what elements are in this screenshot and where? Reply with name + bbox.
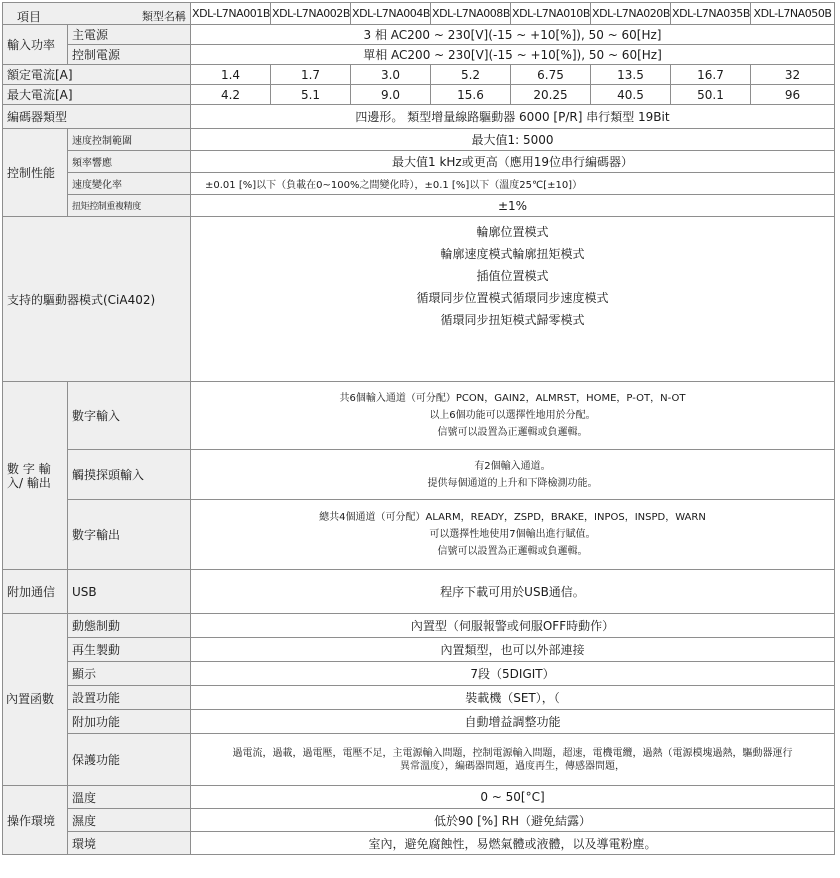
model-name: XDL-L7NA002B [271,3,351,25]
drive-mode-label: 支持的驅動器模式(CiA402) [3,217,191,382]
control-power-value: 單相 AC200 ~ 230[V](-15 ~ +10[%]), 50 ~ 60[Hz] [191,45,835,65]
builtin-label: 內置函數 [3,614,68,786]
rated-current-value: 6.75 [511,65,591,85]
temperature-value: 0 ~ 50[°C] [191,786,835,809]
builtin-row [3,686,835,710]
additional-value: 自動增益調整功能 [191,710,835,734]
control-row [3,151,835,173]
ambient-label: 環境 [68,832,191,855]
control-row [3,195,835,217]
max-current-value: 96 [751,85,835,105]
digital-output-label: 數字輸出 [68,500,191,570]
dynamic-brake-value: 內置型（伺服報警或伺服OFF時動作） [191,614,835,638]
rated-current-value: 13.5 [591,65,671,85]
environment-row [3,832,835,855]
rated-current-value: 5.2 [431,65,511,85]
max-current-value: 5.1 [271,85,351,105]
digital-output-line: 信號可以設置為正邏輯或負邏輯。 [437,546,588,557]
drive-mode-item: 輪廓速度模式輪廓扭矩模式 [440,247,585,261]
regen-brake-label: 再生製動 [68,638,191,662]
temperature-label: 溫度 [68,786,191,809]
rated-current-label: 額定電流[A] [3,65,191,85]
builtin-row [3,638,835,662]
touch-probe-label: 觸摸探頭輸入 [68,450,191,500]
control-row [3,173,835,195]
drive-mode-list [191,217,835,382]
model-name: XDL-L7NA035B [671,3,751,25]
max-current-value: 9.0 [351,85,431,105]
main-power-label: 主電源 [68,25,191,45]
input-power-control-row [3,45,835,65]
max-current-value: 15.6 [431,85,511,105]
digital-output-line: 總共4個通道（可分配）ALARM，READY，ZSPD，BRAKE，INPOS，INSPD，WARN [319,512,706,523]
control-power-label: 控制電源 [68,45,191,65]
frequency-response-label: 頻率響應 [68,151,191,173]
input-power-main-row [3,25,835,45]
torque-repeatability-value: ±1% [191,195,835,217]
humidity-label: 濕度 [68,809,191,832]
control-row [3,129,835,151]
digital-output-row [3,500,835,570]
model-name: XDL-L7NA001B [191,3,271,25]
setting-label: 設置功能 [68,686,191,710]
max-current-value: 50.1 [671,85,751,105]
digital-output-value [191,500,835,570]
max-current-value: 4.2 [191,85,271,105]
ambient-value: 室內，避免腐蝕性，易燃氣體或液體，以及導電粉塵。 [191,832,835,855]
humidity-value: 低於90 [%] RH（避免結露） [191,809,835,832]
touch-probe-line: 有2個輸入通道。 [474,460,551,472]
drive-mode-item: 循環同步位置模式循環同步速度模式 [416,291,609,305]
max-current-value: 40.5 [591,85,671,105]
item-header: 項目 [17,10,42,24]
header-corner [3,3,191,25]
usb-value: 程序下載可用於USB通信。 [191,570,835,614]
max-current-label: 最大電流[A] [3,85,191,105]
rated-current-value: 1.4 [191,65,271,85]
touch-probe-line: 提供每個通道的上升和下降檢測功能。 [427,477,598,489]
digital-input-row [3,382,835,450]
torque-repeatability-label: 扭矩控制重複精度 [68,195,191,217]
digital-input-line: 信號可以設置為正邏輯或負邏輯。 [437,427,588,438]
drive-mode-row [3,217,835,382]
builtin-row [3,662,835,686]
spec-table [2,2,835,855]
digital-output-line: 可以選擇性地使用7個輸出進行賦值。 [429,529,596,540]
model-name: XDL-L7NA020B [591,3,671,25]
rated-current-value: 32 [751,65,835,85]
max-current-row [3,85,835,105]
comm-row [3,570,835,614]
header-row [3,3,835,25]
digital-input-label: 數字輸入 [68,382,191,450]
dynamic-brake-label: 動態制動 [68,614,191,638]
encoder-value: 四邊形。 類型增量線路驅動器 6000 [P/R] 串行類型 19Bit [191,105,835,129]
environment-row [3,809,835,832]
frequency-response-value: 最大值1 kHz或更高（應用19位串行編碼器） [191,151,835,173]
digital-io-label: 數 字 輸 入/ 輸出 [3,382,68,570]
speed-variation-label: 速度變化率 [68,173,191,195]
encoder-row [3,105,835,129]
rated-current-value: 16.7 [671,65,751,85]
model-header: 類型名稱 [142,10,186,23]
main-power-value: 3 相 AC200 ~ 230[V](-15 ~ +10[%]), 50 ~ 60[Hz] [191,25,835,45]
rated-current-row [3,65,835,85]
speed-range-label: 速度控制範圍 [68,129,191,151]
setting-value: 裝載機（SET），（ [191,686,835,710]
drive-mode-item: 插值位置模式 [476,269,549,283]
encoder-label: 編碼器類型 [3,105,191,129]
rated-current-value: 3.0 [351,65,431,85]
model-name: XDL-L7NA010B [511,3,591,25]
regen-brake-value: 內置類型，也可以外部連接 [191,638,835,662]
drive-mode-item: 循環同步扭矩模式歸零模式 [440,313,585,327]
protection-label: 保護功能 [68,734,191,786]
speed-variation-value: ±0.01 [%]以下（負載在0~100%之間變化時），±0.1 [%]以下（溫度25℃[±10]） [191,173,835,195]
touch-probe-value [191,450,835,500]
builtin-row [3,614,835,638]
drive-mode-item: 輪廓位置模式 [476,225,549,239]
comm-label: 附加通信 [3,570,68,614]
usb-label: USB [68,570,191,614]
digital-input-line: 以上6個功能可以選擇性地用於分配。 [429,410,596,421]
additional-label: 附加功能 [68,710,191,734]
digital-input-value [191,382,835,450]
max-current-value: 20.25 [511,85,591,105]
digital-input-line: 共6個輸入通道（可分配）PCON，GAIN2，ALMRST，HOME，P-OT，N-OT [339,393,686,404]
environment-label: 操作環境 [3,786,68,855]
display-value: 7段（5DIGIT） [191,662,835,686]
model-name: XDL-L7NA004B [351,3,431,25]
input-power-label: 輸入功率 [3,25,68,65]
display-label: 顯示 [68,662,191,686]
touch-probe-row [3,450,835,500]
rated-current-value: 1.7 [271,65,351,85]
environment-row [3,786,835,809]
speed-range-value: 最大值1: 5000 [191,129,835,151]
builtin-row [3,734,835,786]
builtin-row [3,710,835,734]
model-name: XDL-L7NA050B [751,3,835,25]
model-name: XDL-L7NA008B [431,3,511,25]
protection-value: 過電流，過載，過電壓，電壓不足，主電源輸入問題，控制電源輸入問題，超速，電機電纜，過熱（電源模塊過熱，驅動器運行異常溫度），編碼器問題，過度再生，傳感器問題， [191,734,835,786]
control-performance-label: 控制性能 [3,129,68,217]
